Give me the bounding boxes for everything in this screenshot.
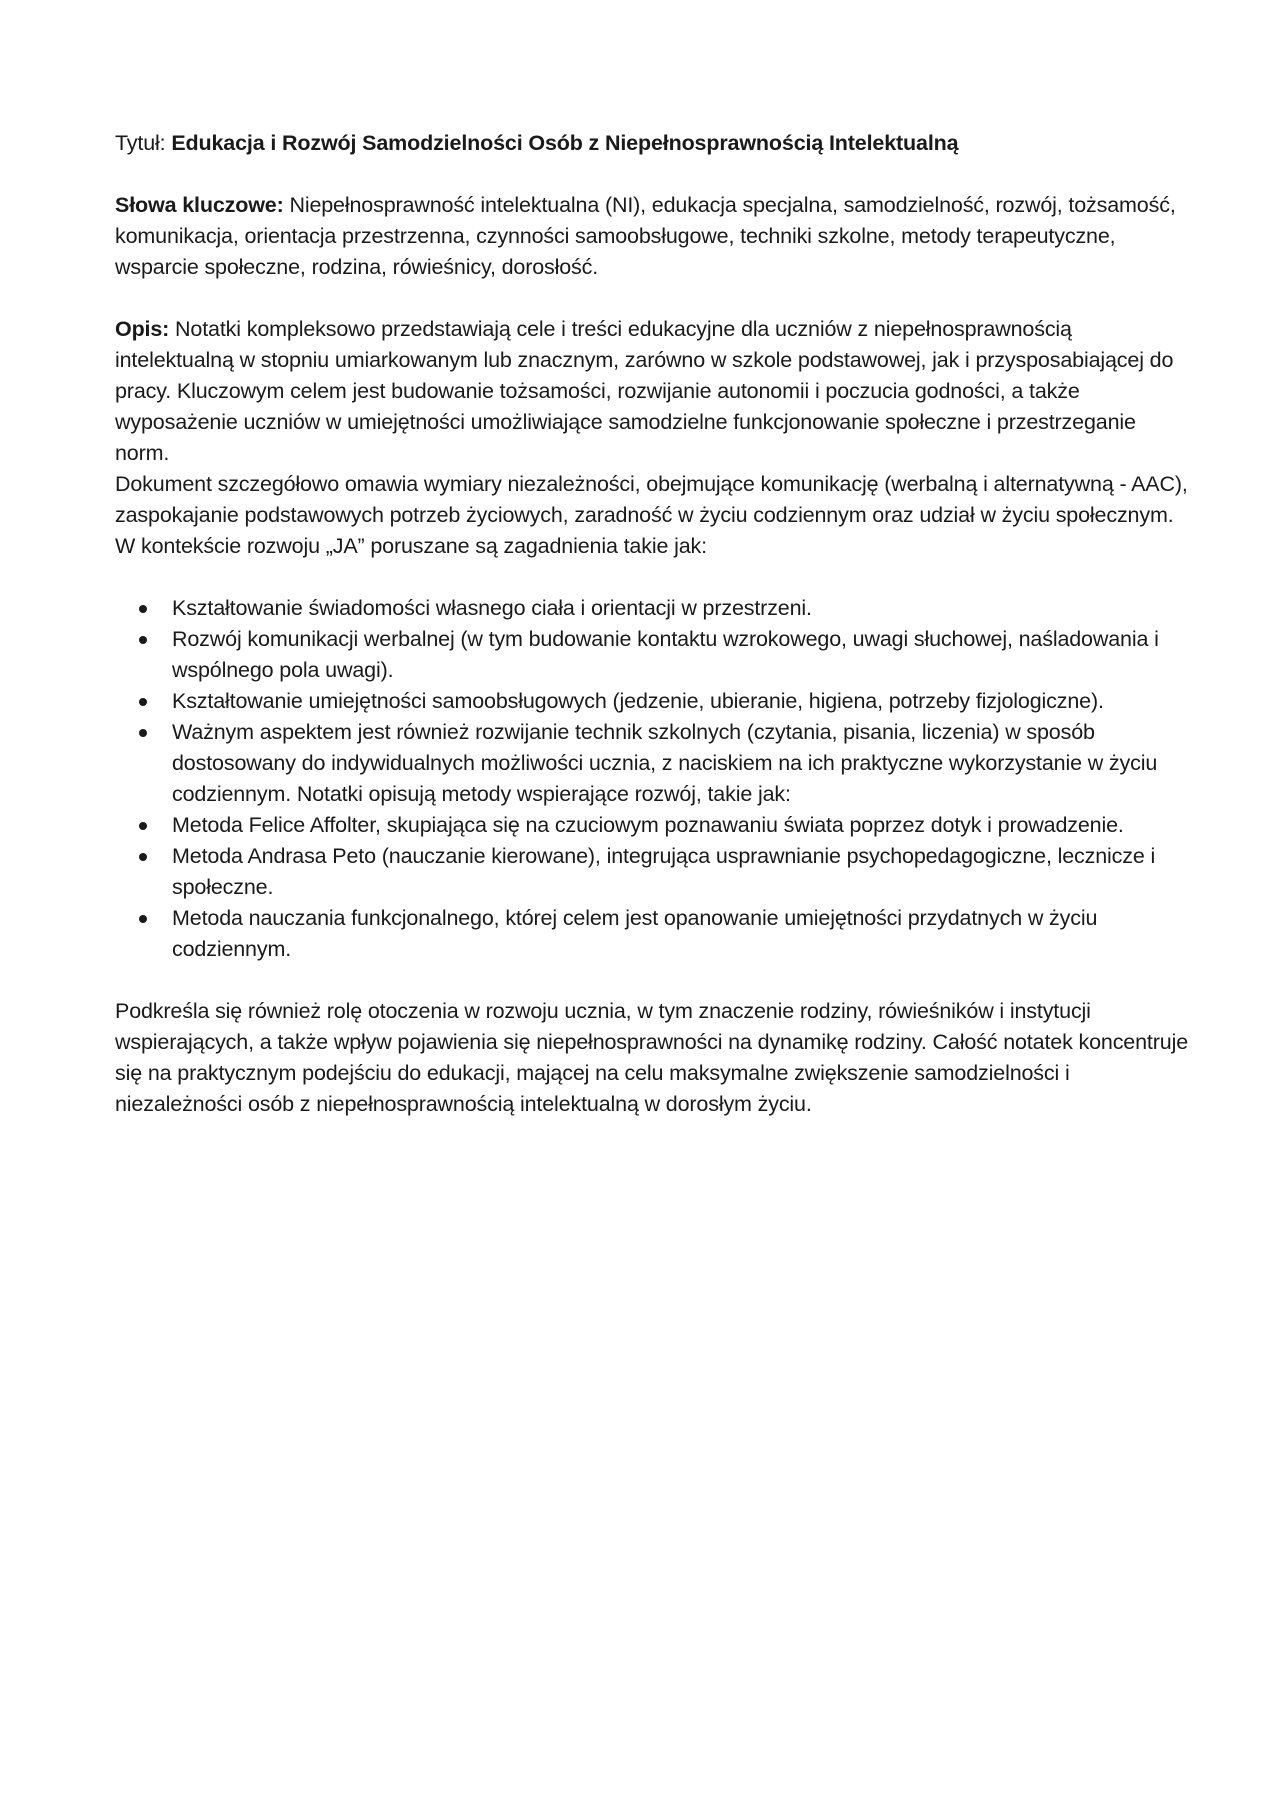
list-item [115, 841, 1190, 903]
spacer [115, 283, 1190, 314]
bullet-icon [139, 915, 147, 923]
list-item-text: Rozwój komunikacji werbalnej (w tym budowanie kontaktu wzrokowego, uwagi słuchowej, naśladowania i wspólnego pola uwagi). [172, 627, 1159, 682]
keywords-paragraph [115, 190, 1190, 283]
spacer [115, 159, 1190, 190]
title-label: Tytuł: [115, 131, 166, 155]
list-item-text: Kształtowanie świadomości własnego ciała i orientacji w przestrzeni. [172, 596, 812, 620]
bullet-icon [139, 636, 147, 644]
list-item-text: Metoda Andrasa Peto (nauczanie kierowane), integrująca usprawnianie psychopedagogiczne, lecznicze i społeczne. [172, 844, 1156, 899]
keywords-text: Niepełnosprawność intelektualna (NI), edukacja specjalna, samodzielność, rozwój, tożsamość, komunikacja, orientacja przestrzenna, czynności samoobsługowe, techniki szkolne, metody terapeutyczne, wsparcie społeczne, rodzina, rówieśnicy, dorosłość. [115, 193, 1176, 279]
list-item [115, 686, 1190, 717]
keywords-label: Słowa kluczowe: [115, 193, 284, 217]
conclusion-paragraph: Podkreśla się również rolę otoczenia w rozwoju ucznia, w tym znaczenie rodziny, rówieśników i instytucji wspierających, a także wpływ pojawienia się niepełnosprawności na dynamikę rodziny. Całość notatek koncentruje się na praktycznym podejściu do edukacji, mającej na celu maksymalne zwiększenie samodzielności i niezależności osób z niepełnosprawnością intelektualną w dorosłym życiu. [115, 999, 1188, 1116]
spacer [115, 965, 1190, 996]
bullet-list [115, 593, 1190, 965]
spacer [115, 562, 1190, 593]
document-page [115, 128, 1190, 1120]
bullet-icon [139, 729, 147, 737]
list-item [115, 593, 1190, 624]
list-item-text: Ważnym aspektem jest również rozwijanie technik szkolnych (czytania, pisania, liczenia) w sposób dostosowany do indywidualnych możliwości ucznia, z naciskiem na ich praktyczne wykorzystanie w życiu codziennym. Notatki opisują metody wspierające rozwój, takie jak: [172, 720, 1158, 806]
bullet-icon [139, 605, 147, 613]
bullet-icon [139, 822, 147, 830]
description-text: Notatki kompleksowo przedstawiają cele i treści edukacyjne dla uczniów z niepełnosprawnością intelektualną w stopniu umiarkowanym lub znacznym, zarówno w szkole podstawowej, jak i przysposabiającej do pracy. Kluczowym celem jest budowanie tożsamości, rozwijanie autonomii i poczucia godności, a także wyposażenie uczniów w umiejętności umożliwiające samodzielne funkcjonowanie społeczne i przestrzeganie norm. [115, 317, 1174, 465]
list-item [115, 810, 1190, 841]
bullet-icon [139, 853, 147, 861]
title-line [115, 128, 1190, 159]
list-item-text: Metoda Felice Affolter, skupiająca się na czuciowym poznawaniu świata poprzez dotyk i prowadzenie. [172, 813, 1124, 837]
description-paragraph [115, 314, 1190, 469]
list-item [115, 624, 1190, 686]
description-label: Opis: [115, 317, 170, 341]
list-item [115, 903, 1190, 965]
description-text-2: Dokument szczegółowo omawia wymiary niezależności, obejmujące komunikację (werbalną i alternatywną - AAC), zaspokajanie podstawowych potrzeb życiowych, zaradność w życiu codziennym oraz udział w życiu społecznym. W kontekście rozwoju „JA” poruszane są zagadnienia takie jak: [115, 472, 1188, 558]
list-item-text: Kształtowanie umiejętności samoobsługowych (jedzenie, ubieranie, higiena, potrzeby fizjologiczne). [172, 689, 1104, 713]
document-title: Edukacja i Rozwój Samodzielności Osób z Niepełnosprawnością Intelektualną [171, 131, 959, 155]
list-item-text: Metoda nauczania funkcjonalnego, której celem jest opanowanie umiejętności przydatnych w życiu codziennym. [172, 906, 1098, 961]
description-paragraph-2 [115, 469, 1190, 562]
bullet-icon [139, 698, 147, 706]
list-item [115, 717, 1190, 810]
